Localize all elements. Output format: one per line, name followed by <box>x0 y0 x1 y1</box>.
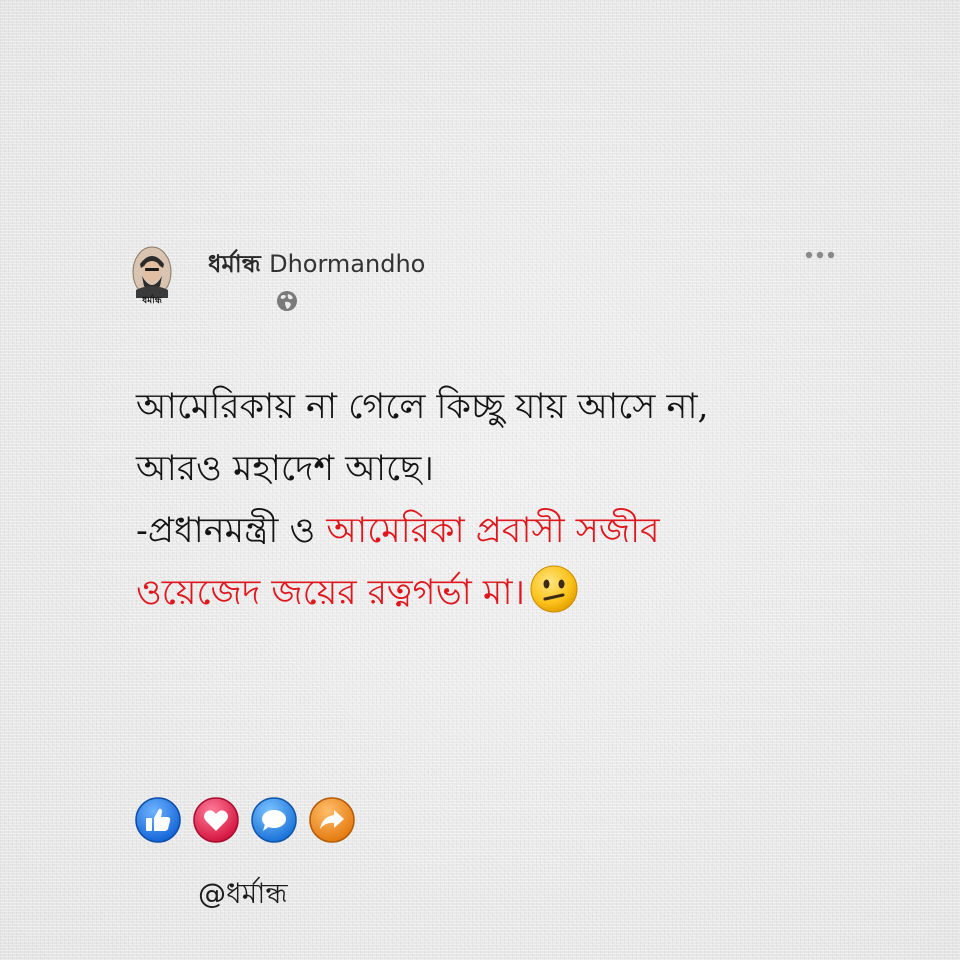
post-line-4-red: ওয়েজেদ জয়ের রত্নগর্ভা মা। <box>136 573 526 613</box>
more-options-icon[interactable] <box>804 248 836 262</box>
post-line-4 <box>136 562 836 624</box>
avatar[interactable] <box>130 246 174 306</box>
post-line-3 <box>136 500 836 562</box>
post-header <box>130 244 840 314</box>
author-name-en: Dhormandho <box>269 250 426 278</box>
avatar-label: ধর্মান্ধ <box>142 296 162 306</box>
confused-face-icon <box>529 564 579 614</box>
post-line-1: আমেরিকায় না গেলে কিচ্ছু যায় আসে না, <box>136 387 709 427</box>
like-button-icon[interactable] <box>134 796 182 844</box>
author-name-bn: ধর্মান্ধ <box>208 250 261 278</box>
post-line-2: আরও মহাদেশ আছে। <box>136 449 434 489</box>
author-name[interactable] <box>208 246 425 286</box>
comment-button-icon[interactable] <box>250 796 298 844</box>
post-line-3-black: -প্রধানমন্ত্রী ও <box>136 511 327 551</box>
love-button-icon[interactable] <box>192 796 240 844</box>
reaction-bar <box>134 796 356 844</box>
author-handle: @ধর্মান্ধ <box>198 877 288 910</box>
globe-icon <box>276 290 298 312</box>
share-button-icon[interactable] <box>308 796 356 844</box>
post-text <box>136 376 836 624</box>
post-line-3-red: আমেরিকা প্রবাসী সজীব <box>326 511 660 551</box>
